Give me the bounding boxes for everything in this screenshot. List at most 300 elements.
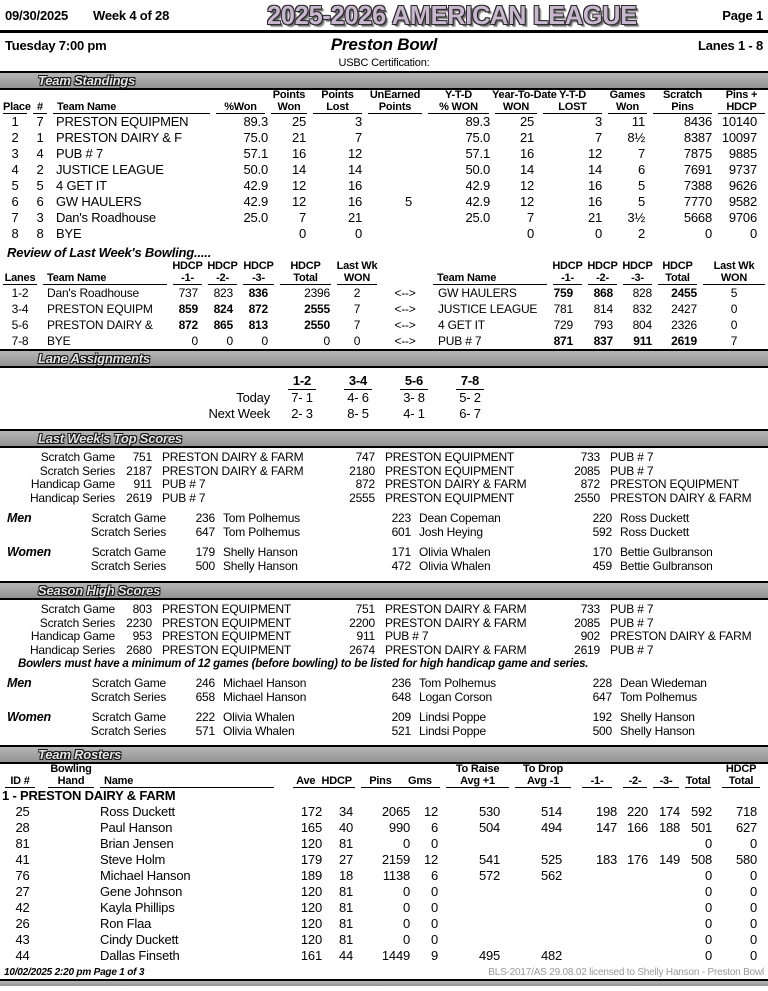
points-won-value: 21 [291,130,306,145]
left-game2: 823 [213,286,233,300]
bowler-name: Shelly Hanson [620,710,695,724]
score-value: 222 [195,710,215,724]
next-week-row [205,406,768,422]
week-counter: Week 4 of 28 [93,7,170,23]
col-ytd-won: WON [495,102,537,115]
roster-table [0,764,768,964]
unearned-value [365,226,425,242]
team-number-value: 1 [36,130,44,145]
game1-value [574,868,620,884]
handicap-value: 44 [338,948,354,963]
score-holder: PRESTON DAIRY & FARM [385,478,527,491]
points-won-value: 14 [291,162,306,177]
last-week-team-scores [0,451,768,505]
place-value: 2 [11,130,19,145]
score-value: 2200 [349,615,375,630]
games-value: 6 [431,868,439,883]
ytd-won-value: 12 [519,178,534,193]
left-team-name: Dan's Roadhouse [47,286,140,300]
points-won-value: 16 [291,146,306,161]
team-name-value: JUSTICE LEAGUE [56,162,164,177]
individual-score-row [60,545,768,559]
last-week-men-block [0,511,768,539]
today-matchup: 5- 2 [459,390,481,405]
pct-won-value: 50.0 [243,162,268,177]
score-category: Scratch Game [91,511,166,525]
points-lost-value: 21 [347,210,362,225]
team-name-value: BYE [56,226,82,241]
bowler-name: Olivia Whalen [223,724,295,738]
to-drop-value: 562 [540,868,563,883]
col-place: Place [3,100,31,113]
game3-value: 188 [658,820,681,835]
women-label: Women [7,545,51,559]
bowling-hand [45,868,97,884]
score-category: Scratch Game [91,676,166,690]
games-value: 12 [423,852,439,867]
place-value: 3 [11,146,19,161]
today-matchup: 3- 8 [403,390,425,405]
right-total: 2619 [671,334,697,348]
bowler-id: 41 [15,852,30,867]
score-category: Scratch Game [91,710,166,724]
left-total: 2550 [304,318,330,332]
place-value: 8 [11,226,19,241]
team-number-value: 4 [36,146,44,161]
bowler-id: 25 [15,804,30,819]
page-number: Page 1 [722,7,763,23]
unearned-value [365,146,425,162]
right-total: 2326 [671,318,697,332]
roster-row [0,836,768,852]
right-game3: 911 [633,334,652,348]
games-won-value: 7 [637,146,645,161]
right-game2: 837 [593,334,613,348]
matchup-arrow: <--> [394,318,416,332]
bowler-id: 43 [15,932,30,947]
left-game1: 872 [178,318,198,332]
game2-value [620,868,650,884]
place-value: 7 [11,210,19,225]
bowling-hand [45,932,97,948]
place-value: 6 [11,194,19,209]
handicap-value: 81 [338,836,354,851]
average-value: 189 [300,868,322,883]
col-id: ID # [5,776,35,789]
score-value: 2550 [574,490,600,505]
score-holder: PRESTON DAIRY & FARM [385,643,527,657]
next-week-matchup: 2- 3 [291,406,313,421]
right-game2: 868 [593,286,613,300]
bowler-name: Kayla Phillips [100,900,175,915]
next-week-matchup: 6- 7 [459,406,481,421]
to-raise-value [443,916,512,932]
header-row-2 [0,33,768,57]
next-week-label: Next Week [208,406,270,421]
col-left-g2: -2- [208,273,237,286]
score-value: 601 [391,525,411,539]
score-value: 209 [391,710,411,724]
left-won: 7 [353,318,361,332]
game1-value [574,900,620,916]
score-value: 170 [592,545,612,559]
next-week-matchup: 4- 1 [403,406,425,421]
bowler-name: Brian Jensen [100,836,174,851]
score-value: 236 [391,676,411,690]
bowler-name: Josh Heying [419,525,483,539]
lanes-pair: 1-2 [11,286,29,300]
hdcp-total-value: 0 [750,868,758,883]
print-timestamp: 10/02/2025 2:20 pm Page 1 of 3 [4,967,145,978]
place-value: 1 [11,114,19,129]
game2-value [620,932,650,948]
hdcp-total-value: 0 [750,948,758,963]
col-left-team: Team Name [43,273,167,286]
review-title: Review of Last Week's Bowling..... [7,245,212,260]
col-series-total: Total [685,774,711,787]
roster-row [0,932,768,948]
games-won-value: 11 [631,114,645,129]
right-team-name: JUSTICE LEAGUE [438,302,538,316]
col-hdcp-total: Total [722,776,760,789]
ytd-pct-value [425,226,492,242]
team-score-row [0,644,768,658]
col-lanes: Lanes [4,271,36,284]
standings-table [0,90,768,242]
to-drop-value [512,836,574,852]
place-value: 5 [11,178,19,193]
scratch-pins-value: 7875 [683,146,712,161]
today-matchup: 4- 6 [347,390,369,405]
pins-value: 0 [402,884,411,899]
left-total: 2396 [304,286,330,300]
standings-row [0,146,768,162]
series-total-value: 592 [690,804,713,819]
team-score-row [0,603,768,617]
games-won-value: 3½ [627,210,645,225]
ytd-pct-value: 57.1 [465,146,490,161]
games-won-value: 5 [637,194,645,209]
hdcp-total-value: 0 [750,932,758,947]
pins-value: 0 [402,932,411,947]
team-name-value: 4 GET IT [56,178,107,193]
score-value: 733 [580,602,600,616]
score-value: 472 [391,559,411,573]
pct-won-value [213,226,268,242]
section-bar-last-week-top-scores [0,429,768,448]
score-value: 2680 [126,642,152,657]
lane-pair-header: 1-2 [288,373,316,390]
points-lost-value: 7 [354,130,362,145]
game3-value [650,948,682,964]
series-total-value: 501 [690,820,713,835]
unearned-value [365,162,425,178]
col-games-won: Won [608,102,647,115]
ytd-won-value: 14 [519,162,534,177]
bowling-hand [45,884,97,900]
team-score-row [0,478,768,492]
left-total: 2555 [304,302,330,316]
score-value: 2230 [126,615,152,630]
hdcp-total-value: 0 [750,900,758,915]
game2-value [620,900,650,916]
team-name-value: Dan's Roadhouse [56,210,156,225]
team-name-value: GW HAULERS [56,194,142,209]
right-game1: 759 [553,286,573,300]
score-holder: PUB # 7 [610,643,654,657]
col-pins-gms: Pins Gms [361,776,440,789]
ytd-won-value: 7 [526,210,534,225]
team-number-value: 7 [36,114,44,129]
pins-value: 990 [388,820,411,835]
lane-assignment-grid [205,373,768,422]
bowler-name: Shelly Hanson [223,559,298,573]
bowler-id: 28 [15,820,30,835]
page-footer [0,964,768,978]
pins-value: 2159 [381,852,411,867]
right-game2: 793 [593,318,613,332]
left-won: 7 [353,302,361,316]
pct-won-value: 25.0 [243,210,268,225]
standings-row [0,114,768,130]
points-lost-value: 0 [354,226,362,241]
men-label: Men [7,676,32,690]
right-game1: 729 [553,318,573,332]
pins-hdcp-value: 0 [749,226,757,241]
col-game1: -1- [582,776,612,789]
bowler-name: Olivia Whalen [419,545,491,559]
ytd-pct-value: 42.9 [465,178,490,193]
women-label: Women [7,710,51,724]
series-total-value: 0 [705,900,713,915]
score-value: 223 [391,511,411,525]
score-holder: PRESTON DAIRY & FARM [610,491,752,505]
roster-header-row: ID # Bowling Hand Name Ave HDCP Pins Gms To Raise Avg +1 To Drop Avg -1 -1- -2- -3- Total HDCP Total [0,764,768,788]
col-ytd-pct: % WON [428,102,489,115]
score-category: Handicap Game [30,477,115,491]
bowler-name: Logan Corson [419,690,492,704]
right-won: 0 [730,302,738,316]
score-value: 2619 [126,490,152,505]
review-row [0,285,768,301]
roster-team-label-row [0,788,768,804]
unearned-value: 5 [404,194,412,209]
today-matchup: 7- 1 [291,390,313,405]
score-value: 747 [355,450,375,464]
matchup-arrow: <--> [394,302,416,316]
average-value: 120 [300,932,322,947]
handicap-value: 40 [338,820,354,835]
bowler-name: Dean Wiedeman [620,676,707,690]
col-ave-hdcp: Ave HDCP [293,776,355,789]
individual-score-row [60,511,768,525]
team-name-value: PRESTON DAIRY & F [56,130,182,145]
bowler-name: Ross Duckett [620,511,689,525]
col-scratch-pins: Pins [653,102,712,115]
series-total-value: 0 [705,948,713,963]
right-team-name: PUB # 7 [438,334,482,348]
score-value: 171 [391,545,411,559]
bowler-name: Steve Holm [100,852,166,867]
score-value: 246 [195,676,215,690]
left-game1: 859 [178,302,198,316]
bowler-name: Michael Hanson [223,676,307,690]
pins-hdcp-value: 10140 [721,114,757,129]
games-value: 0 [431,836,439,851]
average-value: 165 [300,820,322,835]
score-holder: PRESTON DAIRY & FARM [385,603,527,616]
col-team-name: Team Name [53,102,210,115]
score-value: 953 [132,629,152,643]
score-category: Handicap Series [29,642,115,657]
to-drop-value [512,900,574,916]
matchup-arrow: <--> [394,286,416,300]
bowler-id: 42 [15,900,30,915]
pct-won-value: 42.9 [243,178,268,193]
left-game1: 737 [178,286,198,300]
series-total-value: 508 [690,852,713,867]
score-value: 751 [355,602,375,616]
team-score-row [0,451,768,465]
ytd-pct-value: 50.0 [465,162,490,177]
score-value: 571 [195,724,215,738]
bowler-name: Dean Copeman [419,511,501,525]
left-won: 2 [353,286,361,300]
ytd-lost-value: 0 [594,226,602,241]
series-total-value: 0 [705,932,713,947]
roster-row [0,884,768,900]
series-total-value: 0 [705,884,713,899]
average-value: 172 [300,804,322,819]
points-lost-value: 3 [354,114,362,129]
season-women-block [0,710,768,738]
handicap-value: 18 [338,868,354,883]
score-value: 751 [132,450,152,464]
points-lost-value: 16 [347,178,362,193]
hdcp-total-value: 0 [750,916,758,931]
to-raise-value [443,900,512,916]
game2-value: 166 [626,820,649,835]
bowler-name: Ross Duckett [100,804,175,819]
col-left-total: Total [280,273,331,286]
bowler-name: Bettie Gulbranson [620,545,713,559]
handicap-value: 81 [338,916,354,931]
right-game1: 871 [553,334,573,348]
score-holder: PRESTON DAIRY & FARM [610,630,752,643]
team-score-row [0,492,768,506]
individual-score-row [60,724,768,738]
standings-row [0,210,768,226]
section-bar-team-rosters [0,745,768,764]
games-won-value: 8½ [627,130,645,145]
score-value: 648 [391,690,411,704]
standings-row [0,194,768,210]
lane-pair-header: 7-8 [456,373,484,390]
score-value: 872 [580,477,600,491]
score-value: 647 [592,690,612,704]
bowler-name: Lindsi Poppe [419,710,486,724]
score-holder: PUB # 7 [162,478,206,491]
score-value: 592 [592,525,612,539]
bowler-name: Michael Hanson [223,690,307,704]
bowling-hand [45,852,97,868]
right-game1: 781 [553,302,573,316]
score-value: 2619 [574,642,600,657]
pins-hdcp-value: 10097 [721,130,757,145]
pins-value: 0 [402,916,411,931]
bowler-id: 26 [15,916,30,931]
game1-value [574,916,620,932]
handicap-value: 81 [338,884,354,899]
team-score-row [0,465,768,479]
score-value: 2085 [574,615,600,630]
software-license: BLS-2017/AS 29.08.02 licensed to Shelly Hanson - Preston Bowl [488,967,764,978]
score-category: Scratch Series [39,615,115,630]
series-total-value: 0 [705,836,713,851]
game3-value [650,900,682,916]
col-right-g2: -2- [588,273,617,286]
handicap-value: 34 [338,804,354,819]
bowler-name: Olivia Whalen [419,559,491,573]
hdcp-total-value: 718 [735,804,758,819]
score-holder: PUB # 7 [610,616,654,630]
score-value: 2085 [574,463,600,478]
pins-value: 0 [402,836,411,851]
ytd-lost-value: 16 [587,178,602,193]
bowling-hand [45,948,97,964]
points-lost-value: 12 [347,146,362,161]
bowling-hand [45,820,97,836]
ytd-won-value: 0 [526,226,534,241]
col-pins-hdcp: HDCP [718,102,765,115]
matchup-arrow: <--> [394,334,416,348]
season-team-scores [0,603,768,657]
games-value: 0 [431,900,439,915]
roster-row [0,900,768,916]
col-right-team: Team Name [433,273,547,286]
score-value: 521 [391,724,411,738]
col-hand: Hand [48,776,94,789]
col-name: Name [100,776,274,789]
games-value: 0 [431,884,439,899]
today-label: Today [236,390,270,405]
score-value: 2674 [349,642,375,657]
pins-value: 2065 [381,804,411,819]
score-holder: PRESTON EQUIPMENT [385,491,515,505]
points-lost-value: 14 [347,162,362,177]
score-value: 2180 [349,463,375,478]
points-won-value: 7 [298,210,306,225]
to-raise-value: 541 [478,852,501,867]
bowler-name: Tom Polhemus [419,676,496,690]
sheet-date: 09/30/2025 [5,7,69,23]
bowling-hand [45,804,97,820]
game1-value: 183 [595,852,618,867]
to-raise-value: 530 [478,804,501,819]
to-drop-value: 494 [540,820,563,835]
col-points-won: Won [271,102,307,115]
score-value: 911 [356,629,375,643]
pins-hdcp-value: 9626 [728,178,757,193]
ytd-won-value: 25 [519,114,534,129]
standings-row [0,130,768,146]
bowler-name: Michael Hanson [100,868,191,883]
roster-row [0,868,768,884]
last-week-women-block [0,545,768,573]
col-unearned: Points [368,102,422,115]
men-label: Men [7,511,32,525]
lane-pair-header: 3-4 [344,373,372,390]
